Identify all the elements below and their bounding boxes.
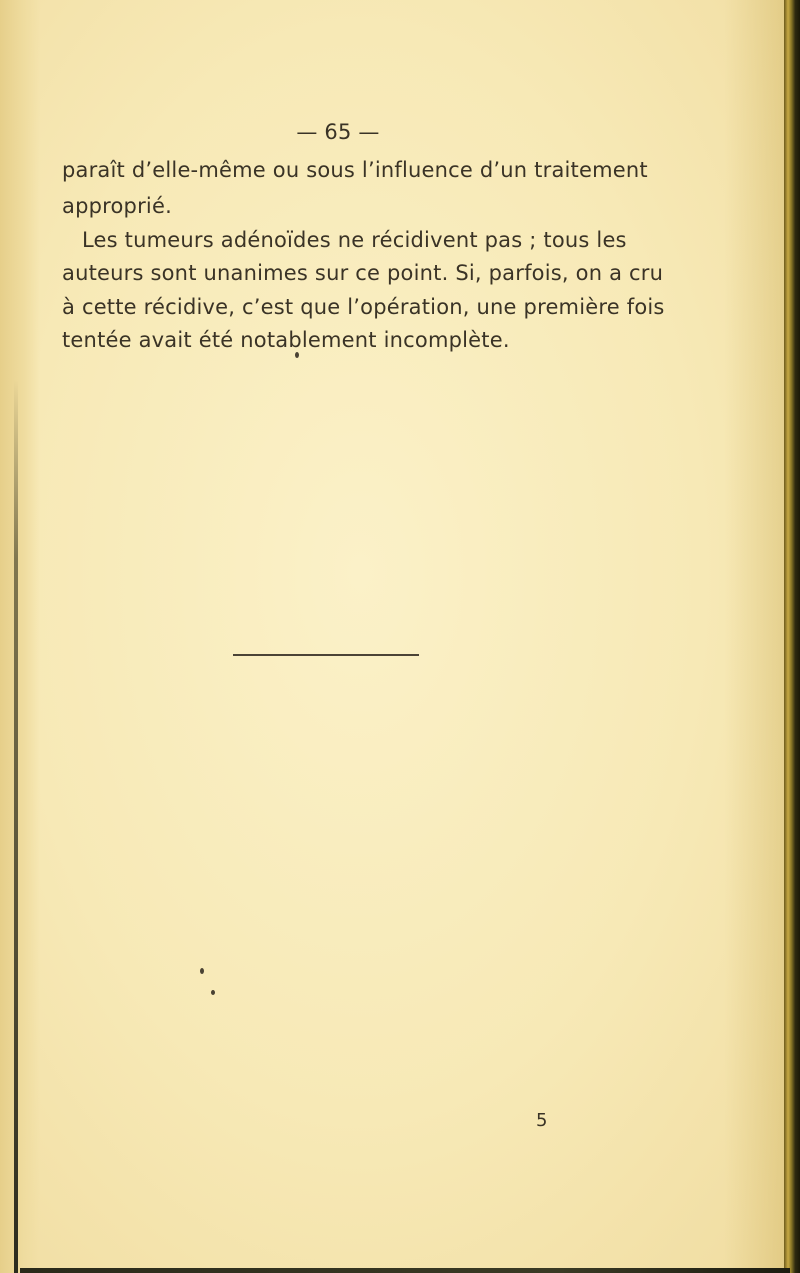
text-line-2: approprié.	[62, 194, 172, 218]
ink-speck	[200, 968, 204, 974]
text-line-6: tentée avait été notablement incomplète.	[62, 328, 510, 352]
binding-shadow	[14, 380, 18, 1273]
text-line-4: auteurs sont unanimes sur ce point. Si, parfois, on a cru	[62, 261, 664, 285]
page-right-shading	[724, 0, 784, 1273]
page-left-edge	[0, 0, 40, 1273]
text-line-3: Les tumeurs adénoïdes ne récidivent pas ; tous les	[82, 228, 627, 252]
ink-speck	[295, 352, 299, 358]
text-line-1: paraît d’elle-même ou sous l’influence d’un traitement	[62, 158, 648, 182]
section-divider-rule	[233, 654, 419, 656]
signature-mark: 5	[536, 1110, 548, 1131]
ink-speck	[211, 990, 215, 995]
page-right-edge	[784, 0, 800, 1273]
text-line-5: à cette récidive, c’est que l’opération, une première fois	[62, 295, 665, 319]
page-number: — 65 —	[296, 120, 380, 144]
page-bottom-edge	[20, 1268, 790, 1273]
